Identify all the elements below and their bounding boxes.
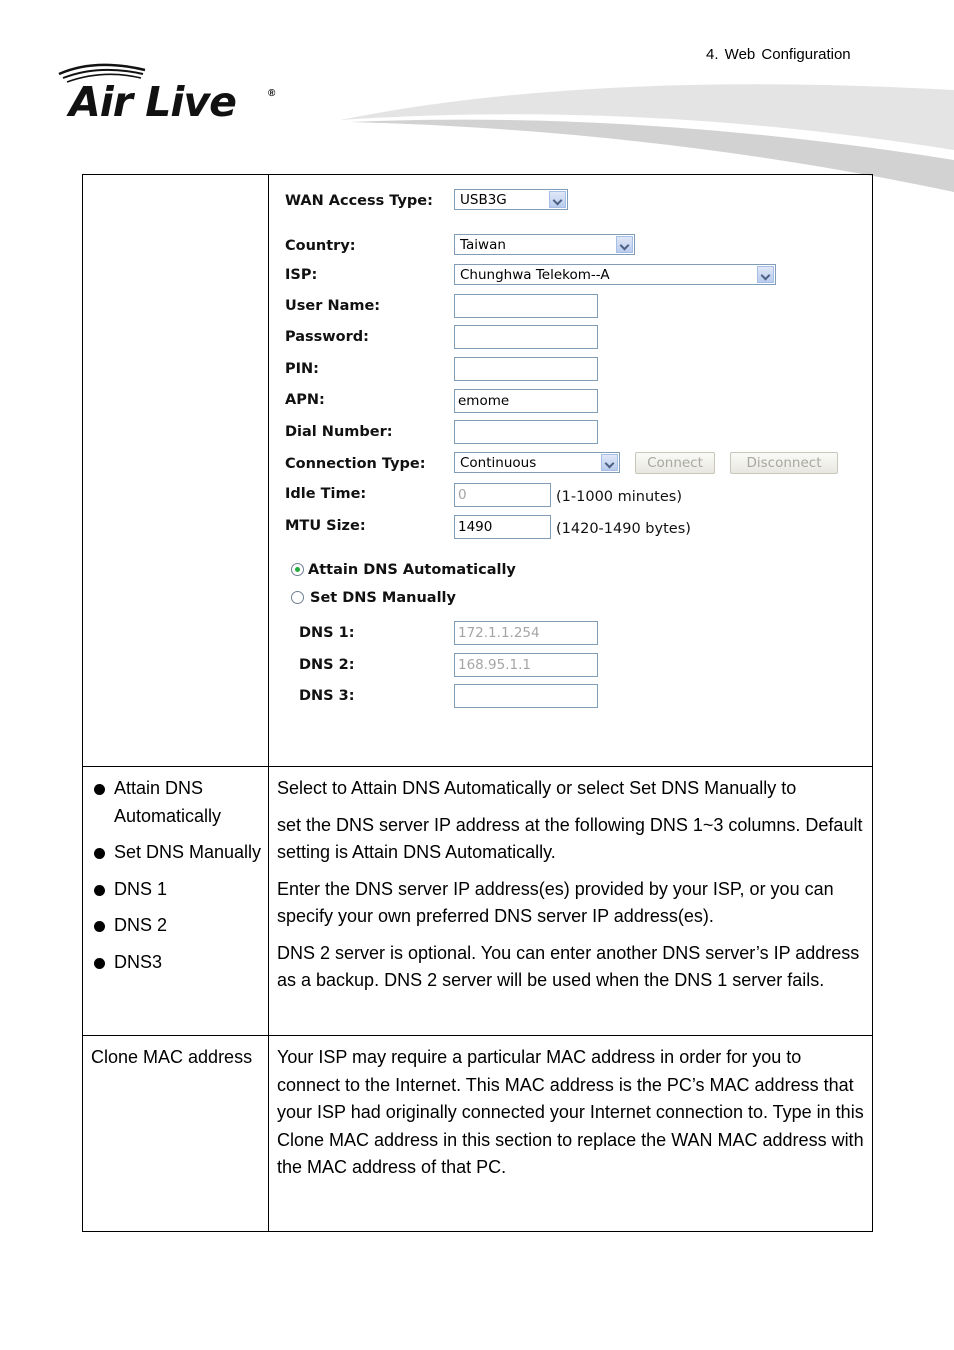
- empty-cell: [83, 175, 269, 767]
- dns1-input[interactable]: 172.1.1.254: [454, 621, 598, 645]
- description-table: [82, 174, 873, 1232]
- pin-label: PIN:: [285, 361, 319, 377]
- dns-auto-radio[interactable]: [291, 563, 304, 576]
- list-item: Attain DNS Automatically: [93, 775, 262, 830]
- chevron-down-icon: [601, 454, 618, 471]
- mtu-size-input[interactable]: 1490: [454, 515, 551, 539]
- idle-time-input[interactable]: 0: [454, 483, 551, 507]
- list-item: Set DNS Manually: [93, 839, 262, 867]
- wan-config-panel: [269, 175, 872, 766]
- chevron-down-icon: [549, 191, 566, 208]
- dial-number-label: Dial Number:: [285, 424, 393, 440]
- airlive-logo: [55, 60, 285, 126]
- country-label: Country:: [285, 238, 356, 254]
- isp-select[interactable]: Chunghwa Telekom--A: [454, 264, 776, 285]
- disconnect-button[interactable]: Disconnect: [730, 452, 838, 474]
- dns-paragraph-1: Select to Attain DNS Automatically or select Set DNS Manually to: [277, 778, 797, 798]
- mtu-size-label: MTU Size:: [285, 518, 366, 534]
- idle-time-note: (1-1000 minutes): [556, 489, 682, 505]
- logo-wordmark: Air Live: [69, 78, 236, 126]
- dns-manual-radio[interactable]: [291, 591, 304, 604]
- clone-mac-label-cell: [83, 1036, 269, 1232]
- dns-auto-label: Attain DNS Automatically: [308, 562, 516, 578]
- user-name-input[interactable]: [454, 294, 598, 318]
- dns-options-list: [83, 767, 268, 976]
- password-input[interactable]: [454, 325, 598, 349]
- idle-time-label: Idle Time:: [285, 486, 367, 502]
- wan-access-type-select[interactable]: USB3G: [454, 189, 568, 210]
- user-name-label: User Name:: [285, 298, 381, 314]
- dns-options-cell: [83, 767, 269, 1036]
- bullet-icon: [94, 784, 105, 795]
- dns2-input[interactable]: 168.95.1.1: [454, 653, 598, 677]
- bullet-icon: [94, 848, 105, 859]
- screenshot-cell: [269, 175, 873, 767]
- dns-description-cell: [269, 767, 873, 1036]
- list-item: DNS 2: [93, 912, 262, 940]
- connect-button[interactable]: Connect: [635, 452, 715, 474]
- dns-paragraph-3: Enter the DNS server IP address(es) provided by your ISP, or you can specify your own preferred DNS server IP address(es).: [277, 878, 834, 926]
- wan-access-type-label: WAN Access Type:: [285, 193, 433, 209]
- page-section-header: 4. Web Configuration: [706, 46, 851, 63]
- connection-type-label: Connection Type:: [285, 456, 426, 472]
- clone-mac-description-cell: [269, 1036, 873, 1232]
- pin-input[interactable]: [454, 357, 598, 381]
- list-item: DNS 1: [93, 876, 262, 904]
- dns2-label: DNS 2:: [299, 657, 355, 673]
- isp-label: ISP:: [285, 267, 318, 283]
- list-item: DNS3: [93, 949, 262, 977]
- dns-manual-label: Set DNS Manually: [310, 590, 456, 606]
- chevron-down-icon: [757, 266, 774, 283]
- registered-mark: ®: [268, 88, 276, 99]
- dns3-input[interactable]: [454, 684, 598, 708]
- bullet-icon: [94, 958, 105, 969]
- dns1-label: DNS 1:: [299, 625, 355, 641]
- chevron-down-icon: [616, 236, 633, 253]
- connection-type-select[interactable]: Continuous: [454, 452, 620, 473]
- dns3-label: DNS 3:: [299, 688, 355, 704]
- clone-mac-label: Clone MAC address: [91, 1047, 253, 1067]
- mtu-size-note: (1420-1490 bytes): [556, 521, 691, 537]
- password-label: Password:: [285, 329, 369, 345]
- bullet-icon: [94, 885, 105, 896]
- bullet-icon: [94, 921, 105, 932]
- apn-input[interactable]: emome: [454, 389, 598, 413]
- clone-mac-description: Your ISP may require a particular MAC address in order for you to connect to the Internet. This MAC address is the PC’s MAC address that your ISP had originally connected your Internet connection to. Type in this Clone MAC address in this section to replace the WAN MAC address with the MAC address of that PC.: [277, 1047, 864, 1177]
- dial-number-input[interactable]: [454, 420, 598, 444]
- country-select[interactable]: Taiwan: [454, 234, 635, 255]
- dns-paragraph-4: DNS 2 server is optional. You can enter another DNS server’s IP address as a backup. DNS 2 server will be used when the DNS 1 server fails.: [277, 942, 860, 990]
- dns-paragraph-2: set the DNS server IP address at the following DNS 1~3 columns. Default setting is Attain DNS Automatically.: [277, 814, 863, 862]
- apn-label: APN:: [285, 392, 325, 408]
